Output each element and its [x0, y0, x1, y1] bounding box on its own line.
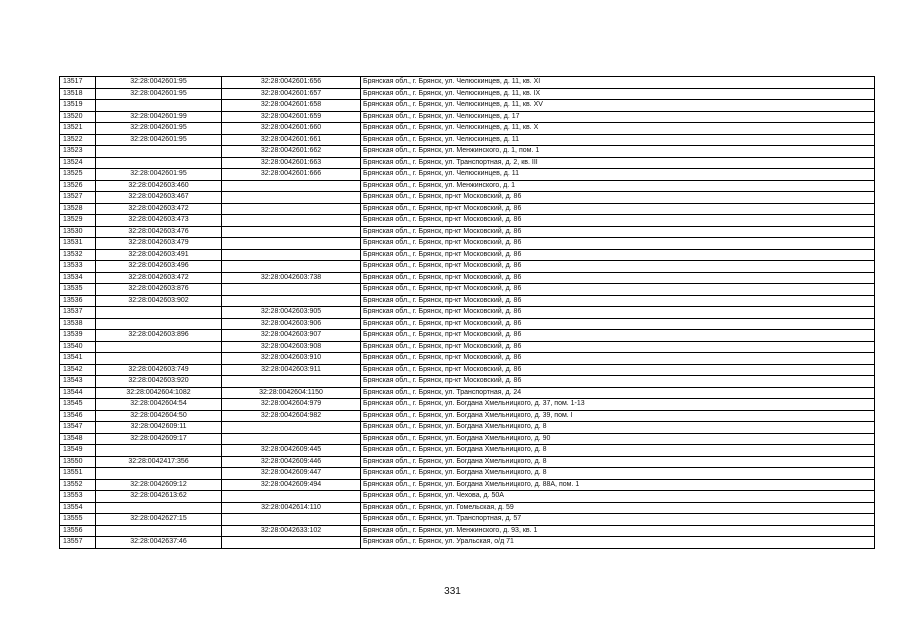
row-number-cell: 13545 — [60, 399, 96, 411]
address-cell: Брянская обл., г. Брянск, пр-кт Московский, д. 86 — [361, 249, 875, 261]
parcel-number-cell: 32:28:0042603:472 — [96, 203, 222, 215]
parcel-number-cell — [96, 468, 222, 480]
object-number-cell: 32:28:0042601:658 — [222, 100, 361, 112]
object-number-cell: 32:28:0042603:907 — [222, 330, 361, 342]
object-number-cell — [222, 514, 361, 526]
parcel-number-cell: 32:28:0042603:920 — [96, 376, 222, 388]
row-number-cell: 13521 — [60, 123, 96, 135]
address-cell: Брянская обл., г. Брянск, пр-кт Московский, д. 86 — [361, 192, 875, 204]
parcel-number-cell — [96, 341, 222, 353]
table-row — [60, 134, 875, 146]
object-number-cell: 32:28:0042601:659 — [222, 111, 361, 123]
row-number-cell: 13534 — [60, 272, 96, 284]
parcel-number-cell — [96, 157, 222, 169]
row-number-cell: 13533 — [60, 261, 96, 273]
row-number-cell: 13528 — [60, 203, 96, 215]
table-row — [60, 353, 875, 365]
parcel-number-cell: 32:28:0042604:50 — [96, 410, 222, 422]
row-number-cell: 13541 — [60, 353, 96, 365]
row-number-cell: 13540 — [60, 341, 96, 353]
object-number-cell — [222, 203, 361, 215]
address-cell: Брянская обл., г. Брянск, пр-кт Московский, д. 86 — [361, 284, 875, 296]
address-cell: Брянская обл., г. Брянск, ул. Транспортная, д. 24 — [361, 387, 875, 399]
address-cell: Брянская обл., г. Брянск, ул. Гомельская, д. 59 — [361, 502, 875, 514]
row-number-cell: 13527 — [60, 192, 96, 204]
table-row — [60, 111, 875, 123]
table-row — [60, 77, 875, 89]
object-number-cell: 32:28:0042601:662 — [222, 146, 361, 158]
row-number-cell: 13542 — [60, 364, 96, 376]
parcel-number-cell: 32:28:0042601:95 — [96, 134, 222, 146]
table-row — [60, 215, 875, 227]
table-row — [60, 238, 875, 250]
object-number-cell — [222, 295, 361, 307]
table-row — [60, 284, 875, 296]
address-cell: Брянская обл., г. Брянск, пр-кт Московский, д. 86 — [361, 238, 875, 250]
parcel-number-cell: 32:28:0042627:15 — [96, 514, 222, 526]
object-number-cell: 32:28:0042603:905 — [222, 307, 361, 319]
parcel-number-cell: 32:28:0042609:11 — [96, 422, 222, 434]
table-row — [60, 318, 875, 330]
parcel-number-cell: 32:28:0042417:356 — [96, 456, 222, 468]
parcel-number-cell: 32:28:0042603:476 — [96, 226, 222, 238]
object-number-cell: 32:28:0042601:663 — [222, 157, 361, 169]
address-cell: Брянская обл., г. Брянск, ул. Богдана Хмельницкого, д. 8 — [361, 468, 875, 480]
parcel-number-cell — [96, 100, 222, 112]
parcel-number-cell: 32:28:0042603:473 — [96, 215, 222, 227]
parcel-number-cell — [96, 502, 222, 514]
address-cell: Брянская обл., г. Брянск, ул. Чехова, д. 50А — [361, 491, 875, 503]
row-number-cell: 13543 — [60, 376, 96, 388]
parcel-number-cell: 32:28:0042609:17 — [96, 433, 222, 445]
object-number-cell: 32:28:0042633:102 — [222, 525, 361, 537]
row-number-cell: 13557 — [60, 537, 96, 549]
table-row — [60, 88, 875, 100]
table-row — [60, 100, 875, 112]
object-number-cell — [222, 261, 361, 273]
table-row — [60, 180, 875, 192]
table-row — [60, 261, 875, 273]
address-cell: Брянская обл., г. Брянск, пр-кт Московский, д. 86 — [361, 295, 875, 307]
object-number-cell: 32:28:0042603:906 — [222, 318, 361, 330]
address-cell: Брянская обл., г. Брянск, пр-кт Московский, д. 86 — [361, 261, 875, 273]
row-number-cell: 13529 — [60, 215, 96, 227]
table-row — [60, 468, 875, 480]
row-number-cell: 13550 — [60, 456, 96, 468]
parcel-number-cell: 32:28:0042603:876 — [96, 284, 222, 296]
row-number-cell: 13519 — [60, 100, 96, 112]
table-row — [60, 295, 875, 307]
parcel-number-cell — [96, 146, 222, 158]
object-number-cell: 32:28:0042603:908 — [222, 341, 361, 353]
object-number-cell — [222, 215, 361, 227]
row-number-cell: 13544 — [60, 387, 96, 399]
table-row — [60, 422, 875, 434]
object-number-cell — [222, 249, 361, 261]
row-number-cell: 13539 — [60, 330, 96, 342]
row-number-cell: 13552 — [60, 479, 96, 491]
object-number-cell: 32:28:0042604:979 — [222, 399, 361, 411]
row-number-cell: 13523 — [60, 146, 96, 158]
object-number-cell: 32:28:0042609:446 — [222, 456, 361, 468]
object-number-cell: 32:28:0042601:666 — [222, 169, 361, 181]
row-number-cell: 13517 — [60, 77, 96, 89]
table-row — [60, 502, 875, 514]
page-number: 331 — [444, 586, 461, 597]
object-number-cell: 32:28:0042601:661 — [222, 134, 361, 146]
parcel-number-cell — [96, 318, 222, 330]
table-row — [60, 123, 875, 135]
table-row — [60, 445, 875, 457]
table-row — [60, 169, 875, 181]
row-number-cell: 13525 — [60, 169, 96, 181]
row-number-cell: 13520 — [60, 111, 96, 123]
table-row — [60, 330, 875, 342]
address-cell: Брянская обл., г. Брянск, пр-кт Московский, д. 86 — [361, 364, 875, 376]
object-number-cell: 32:28:0042614:110 — [222, 502, 361, 514]
object-number-cell — [222, 284, 361, 296]
parcel-number-cell: 32:28:0042603:479 — [96, 238, 222, 250]
object-number-cell: 32:28:0042609:445 — [222, 445, 361, 457]
row-number-cell: 13524 — [60, 157, 96, 169]
parcel-number-cell — [96, 353, 222, 365]
parcel-number-cell: 32:28:0042603:491 — [96, 249, 222, 261]
object-number-cell — [222, 226, 361, 238]
object-number-cell — [222, 491, 361, 503]
row-number-cell: 13535 — [60, 284, 96, 296]
address-cell: Брянская обл., г. Брянск, ул. Менжинского, д. 1 — [361, 180, 875, 192]
table-row — [60, 364, 875, 376]
parcel-number-cell: 32:28:0042604:1082 — [96, 387, 222, 399]
address-cell: Брянская обл., г. Брянск, ул. Транспортная, д. 2, кв. III — [361, 157, 875, 169]
address-cell: Брянская обл., г. Брянск, пр-кт Московский, д. 86 — [361, 353, 875, 365]
object-number-cell: 32:28:0042609:494 — [222, 479, 361, 491]
table-row — [60, 456, 875, 468]
row-number-cell: 13553 — [60, 491, 96, 503]
parcel-number-cell — [96, 445, 222, 457]
parcel-number-cell: 32:28:0042603:467 — [96, 192, 222, 204]
object-number-cell — [222, 422, 361, 434]
parcel-number-cell: 32:28:0042603:472 — [96, 272, 222, 284]
row-number-cell: 13548 — [60, 433, 96, 445]
object-number-cell: 32:28:0042609:447 — [222, 468, 361, 480]
address-cell: Брянская обл., г. Брянск, пр-кт Московский, д. 86 — [361, 226, 875, 238]
row-number-cell: 13549 — [60, 445, 96, 457]
table-row — [60, 479, 875, 491]
address-cell: Брянская обл., г. Брянск, пр-кт Московский, д. 86 — [361, 307, 875, 319]
parcel-number-cell: 32:28:0042601:95 — [96, 123, 222, 135]
table-row — [60, 525, 875, 537]
address-cell: Брянская обл., г. Брянск, ул. Челюскинцев, д. 11 — [361, 134, 875, 146]
parcel-number-cell: 32:28:0042601:95 — [96, 169, 222, 181]
object-number-cell: 32:28:0042601:660 — [222, 123, 361, 135]
address-cell: Брянская обл., г. Брянск, ул. Менжинского, д. 1, пом. 1 — [361, 146, 875, 158]
address-cell: Брянская обл., г. Брянск, ул. Богдана Хмельницкого, д. 8 — [361, 456, 875, 468]
object-number-cell — [222, 433, 361, 445]
address-cell: Брянская обл., г. Брянск, ул. Богдана Хмельницкого, д. 88А, пом. 1 — [361, 479, 875, 491]
object-number-cell — [222, 537, 361, 549]
table-row — [60, 399, 875, 411]
address-cell: Брянская обл., г. Брянск, ул. Богдана Хмельницкого, д. 37, пом. 1-13 — [361, 399, 875, 411]
row-number-cell: 13530 — [60, 226, 96, 238]
address-cell: Брянская обл., г. Брянск, ул. Менжинского, д. 93, кв. 1 — [361, 525, 875, 537]
row-number-cell: 13536 — [60, 295, 96, 307]
row-number-cell: 13522 — [60, 134, 96, 146]
table-row — [60, 376, 875, 388]
object-number-cell — [222, 376, 361, 388]
parcel-number-cell: 32:28:0042603:496 — [96, 261, 222, 273]
table-row — [60, 226, 875, 238]
row-number-cell: 13555 — [60, 514, 96, 526]
object-number-cell: 32:28:0042601:656 — [222, 77, 361, 89]
address-cell: Брянская обл., г. Брянск, ул. Богдана Хмельницкого, д. 90 — [361, 433, 875, 445]
table-row — [60, 410, 875, 422]
row-number-cell: 13551 — [60, 468, 96, 480]
table-row — [60, 387, 875, 399]
parcel-number-cell: 32:28:0042637:46 — [96, 537, 222, 549]
row-number-cell: 13531 — [60, 238, 96, 250]
row-number-cell: 13526 — [60, 180, 96, 192]
parcel-number-cell: 32:28:0042604:54 — [96, 399, 222, 411]
table-row — [60, 146, 875, 158]
parcel-number-cell: 32:28:0042601:99 — [96, 111, 222, 123]
parcel-number-cell: 32:28:0042601:95 — [96, 88, 222, 100]
row-number-cell: 13554 — [60, 502, 96, 514]
parcel-number-cell — [96, 307, 222, 319]
address-cell: Брянская обл., г. Брянск, ул. Богдана Хмельницкого, д. 39, пом. I — [361, 410, 875, 422]
row-number-cell: 13532 — [60, 249, 96, 261]
table-row — [60, 192, 875, 204]
row-number-cell: 13546 — [60, 410, 96, 422]
parcel-number-cell: 32:28:0042603:902 — [96, 295, 222, 307]
parcel-number-cell: 32:28:0042609:12 — [96, 479, 222, 491]
table-row — [60, 514, 875, 526]
parcel-number-cell: 32:28:0042603:896 — [96, 330, 222, 342]
object-number-cell: 32:28:0042604:1150 — [222, 387, 361, 399]
address-cell: Брянская обл., г. Брянск, ул. Челюскинцев, д. 11, кв. X — [361, 123, 875, 135]
address-cell: Брянская обл., г. Брянск, ул. Богдана Хмельницкого, д. 8 — [361, 422, 875, 434]
object-number-cell: 32:28:0042601:657 — [222, 88, 361, 100]
table-row — [60, 157, 875, 169]
parcel-number-cell: 32:28:0042603:749 — [96, 364, 222, 376]
row-number-cell: 13556 — [60, 525, 96, 537]
object-number-cell: 32:28:0042603:911 — [222, 364, 361, 376]
address-cell: Брянская обл., г. Брянск, пр-кт Московский, д. 86 — [361, 272, 875, 284]
object-number-cell: 32:28:0042603:738 — [222, 272, 361, 284]
object-number-cell: 32:28:0042604:982 — [222, 410, 361, 422]
table-row — [60, 537, 875, 549]
address-cell: Брянская обл., г. Брянск, пр-кт Московский, д. 86 — [361, 376, 875, 388]
table-row — [60, 491, 875, 503]
row-number-cell: 13538 — [60, 318, 96, 330]
row-number-cell: 13518 — [60, 88, 96, 100]
row-number-cell: 13547 — [60, 422, 96, 434]
address-cell: Брянская обл., г. Брянск, ул. Челюскинцев, д. 17 — [361, 111, 875, 123]
parcel-number-cell: 32:28:0042601:95 — [96, 77, 222, 89]
address-cell: Брянская обл., г. Брянск, ул. Челюскинцев, д. 11, кв. XV — [361, 100, 875, 112]
row-number-cell: 13537 — [60, 307, 96, 319]
address-cell: Брянская обл., г. Брянск, пр-кт Московский, д. 86 — [361, 215, 875, 227]
address-cell: Брянская обл., г. Брянск, пр-кт Московский, д. 86 — [361, 203, 875, 215]
address-cell: Брянская обл., г. Брянск, пр-кт Московский, д. 86 — [361, 341, 875, 353]
address-cell: Брянская обл., г. Брянск, ул. Челюскинцев, д. 11, кв. XI — [361, 77, 875, 89]
parcel-number-cell: 32:28:0042603:460 — [96, 180, 222, 192]
address-cell: Брянская обл., г. Брянск, пр-кт Московский, д. 86 — [361, 330, 875, 342]
object-number-cell — [222, 192, 361, 204]
parcel-number-cell — [96, 525, 222, 537]
address-cell: Брянская обл., г. Брянск, ул. Челюскинцев, д. 11 — [361, 169, 875, 181]
address-cell: Брянская обл., г. Брянск, ул. Богдана Хмельницкого, д. 8 — [361, 445, 875, 457]
address-cell: Брянская обл., г. Брянск, ул. Уральская, о/д 71 — [361, 537, 875, 549]
table-row — [60, 203, 875, 215]
table-row — [60, 249, 875, 261]
object-number-cell: 32:28:0042603:910 — [222, 353, 361, 365]
table-row — [60, 307, 875, 319]
address-cell: Брянская обл., г. Брянск, ул. Транспортная, д. 57 — [361, 514, 875, 526]
object-number-cell — [222, 180, 361, 192]
object-number-cell — [222, 238, 361, 250]
table-row — [60, 433, 875, 445]
table-row — [60, 272, 875, 284]
parcel-number-cell: 32:28:0042613:62 — [96, 491, 222, 503]
address-cell: Брянская обл., г. Брянск, пр-кт Московский, д. 86 — [361, 318, 875, 330]
address-cell: Брянская обл., г. Брянск, ул. Челюскинцев, д. 11, кв. IX — [361, 88, 875, 100]
table-row — [60, 341, 875, 353]
table-body — [60, 77, 875, 549]
registry-table — [59, 76, 875, 549]
